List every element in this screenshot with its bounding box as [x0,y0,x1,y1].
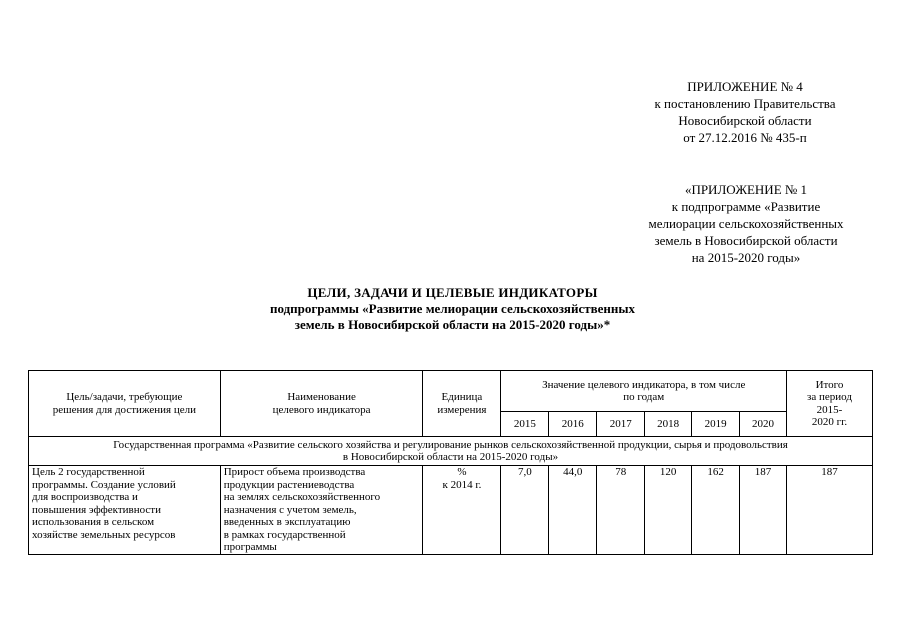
value-2016: 44,0 [549,466,597,555]
appendix2-line: «ПРИЛОЖЕНИЕ № 1 [684,182,808,197]
appendix-subprogram-header [615,181,877,266]
title-line: подпрограммы «Развитие мелиорации сельскохозяйственных [269,301,636,316]
unit-line: % [457,466,467,478]
table-row [29,466,873,555]
value-2020: 187 [740,466,787,555]
year-2020: 2020 [740,412,787,437]
program-row [29,437,873,466]
header-indicator [220,371,423,437]
header-indicator-line: целевого индикатора [272,403,371,416]
appendix-line: Новосибирской области [678,113,812,128]
header-unit [423,371,501,437]
header-values-line: по годам [623,391,665,403]
indicator-line: программы [223,541,277,553]
indicator-line: в рамках государственной [223,528,346,541]
header-total-line: 2015- [816,403,843,416]
program-line: в Новосибирской области на 2015-2020 годы» [342,451,559,463]
header-goal-line: решения для достижения цели [52,403,196,416]
value-2017: 78 [597,466,645,555]
indicator-line: Прирост объема производства [223,466,366,478]
appendix2-line: земель в Новосибирской области [654,233,838,248]
appendix-header [610,78,880,146]
program-line: Государственная программа «Развитие сельского хозяйства и регулирование рынков сельскохозяйственной продукции, сырья и продовольствия [113,438,788,451]
goal-line: использования в сельском [32,516,155,528]
title-line: земель в Новосибирской области на 2015-2020 годы»* [294,317,611,332]
indicator-line: введенных в эксплуатацию [223,516,351,528]
indicator-line: назначения с учетом земель, [223,503,357,516]
appendix2-line: мелиорации сельскохозяйственных [648,216,844,231]
header-total [787,371,873,437]
unit-cell [423,466,501,555]
unit-line: к 2014 г. [442,478,482,491]
header-total-line: за период [807,391,852,403]
indicators-table [28,370,873,555]
header-values [501,371,787,412]
header-total-line: 2020 гг. [811,416,848,428]
header-values-line: Значение целевого индикатора, в том числе [542,378,746,391]
appendix2-line: к подпрограмме «Развитие [671,199,821,214]
header-unit-line: измерения [437,403,487,416]
indicator-line: продукции растениеводства [223,478,355,491]
appendix-line: от 27.12.2016 № 435-п [683,130,807,145]
indicator-cell [220,466,423,555]
header-goal-line: Цель/задачи, требующие [66,391,183,403]
header-total-line: Итого [815,378,844,391]
header-indicator-line: Наименование [287,391,356,403]
program-cell [29,437,873,466]
goal-line: повышения эффективности [32,503,161,516]
year-2017: 2017 [597,412,645,437]
header-unit-line: Единица [441,391,483,403]
goal-line: Цель 2 государственной [32,466,145,478]
goal-line: для воспроизводства и [32,491,138,503]
document-title [120,285,785,333]
table-header-row [29,371,873,412]
appendix2-line: на 2015-2020 годы» [691,250,801,265]
year-2019: 2019 [692,412,740,437]
goal-cell [29,466,221,555]
value-2015: 7,0 [501,466,549,555]
year-2016: 2016 [549,412,597,437]
header-goal [29,371,221,437]
goal-line: программы. Создание условий [32,478,176,491]
indicator-line: на землях сельскохозяйственного [223,491,381,503]
appendix-line: ПРИЛОЖЕНИЕ № 4 [687,79,803,94]
year-2015: 2015 [501,412,549,437]
value-2018: 120 [645,466,692,555]
title-line: ЦЕЛИ, ЗАДАЧИ И ЦЕЛЕВЫЕ ИНДИКАТОРЫ [307,285,598,300]
goal-line: хозяйстве земельных ресурсов [32,528,176,541]
appendix-line: к постановлению Правительства [654,96,836,111]
value-total: 187 [787,466,873,555]
year-2018: 2018 [645,412,692,437]
value-2019: 162 [692,466,740,555]
